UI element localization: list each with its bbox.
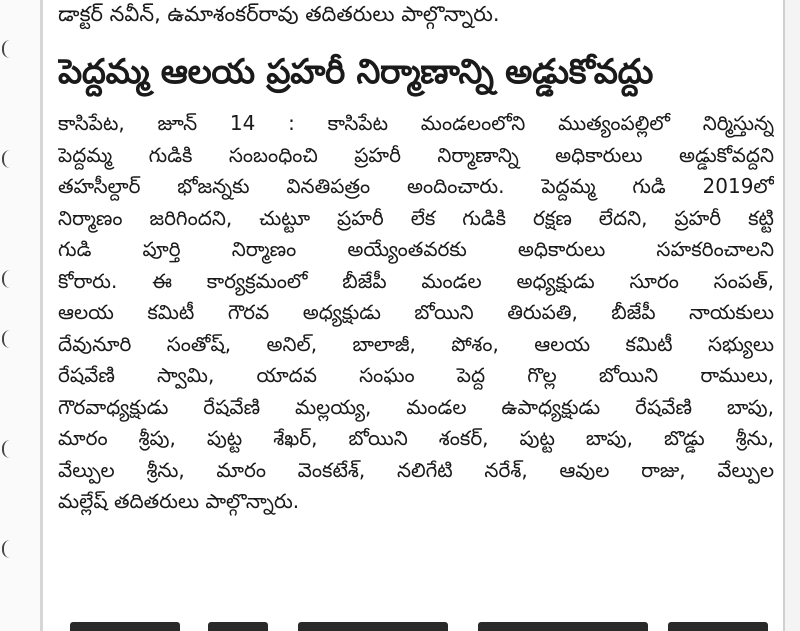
article-body bbox=[58, 108, 774, 518]
adjacent-column-fragment bbox=[2, 40, 16, 58]
previous-article-last-line: డాక్టర్ నవీన్, ఉమాశంకర్‌రావు తదితరులు పాల్గొన్నారు. bbox=[58, 2, 500, 26]
left-column-margin bbox=[0, 0, 40, 631]
body-line: తహసీల్దార్ భోజన్నకు వినతిపత్రం అందించారు. పెద్దమ్మ గుడి 2019లో bbox=[58, 174, 774, 198]
body-line: కోరారు. ఈ కార్యక్రమంలో బీజేపీ మండల అధ్యక్షుడు సూరం సంపత్, bbox=[58, 268, 774, 293]
body-line: దేవునూరి సంతోష్, అనిల్, బాలాజీ, పోశం, ఆలయ కమిటీ సభ్యులు bbox=[58, 331, 774, 356]
cut-off-glyphs bbox=[70, 622, 180, 631]
adjacent-column-fragment bbox=[2, 440, 16, 458]
body-line: రేషవేణి స్వామి, యాదవ సంఘం పెద్ద గొల్ల బోయిని రాములు, bbox=[58, 363, 774, 387]
body-line: గౌరవాధ్యక్షుడు రేషవేణి మల్లయ్య, మండల ఉపాధ్యక్షుడు రేషవేణి బాపు, bbox=[58, 394, 774, 419]
adjacent-column-fragment bbox=[2, 270, 16, 288]
cut-off-glyphs bbox=[668, 622, 768, 631]
next-article-headline-cut bbox=[58, 608, 774, 631]
body-line: మారం శ్రీపు, పుట్ట శేఖర్, బోయిని శంకర్, పుట్ట బాపు, బొడ్డు శ్రీను, bbox=[58, 426, 774, 450]
body-line: పెద్దమ్మ గుడికి సంబంధించి ప్రహరీ నిర్మాణాన్ని అధికారులు అడ్డుకోవద్దని bbox=[58, 142, 774, 167]
body-line: కాసిపేట, జూన్ 14 : కాసిపేట మండలంలోని ముత్యంపల్లిలో నిర్మిస్తున్న bbox=[58, 111, 774, 135]
adjacent-column-fragment bbox=[2, 540, 16, 558]
adjacent-column-fragment bbox=[2, 330, 16, 348]
body-line: ఆలయ కమిటీ గౌరవ అధ్యక్షుడు బోయిని తిరుపతి, బీజేపీ నాయకులు bbox=[58, 300, 774, 324]
right-column-margin bbox=[785, 0, 800, 631]
body-line: వేల్పుల శ్రీను, మారం వెంకటేశ్, నలిగేటి నరేశ్, ఆవుల రాజు, వేల్పుల bbox=[58, 457, 774, 482]
cut-off-glyphs bbox=[208, 622, 268, 631]
adjacent-column-fragment bbox=[2, 150, 16, 168]
article-headline: పెద్దమ్మ ఆలయ ప్రహరీ నిర్మాణాన్ని అడ్డుకోవద్దు bbox=[58, 52, 654, 92]
cut-off-glyphs bbox=[298, 622, 448, 631]
body-line: మల్లేష్ తదితరులు పాల్గొన్నారు. bbox=[58, 489, 300, 513]
body-line: నిర్మాణం జరిగిందని, చుట్టూ ప్రహరీ లేక గుడికి రక్షణ లేదని, ప్రహరీ కట్టి bbox=[58, 205, 774, 230]
body-line: గుడి పూర్తి నిర్మాణం అయ్యేంతవరకు అధికారులు సహకరించాలని bbox=[58, 237, 774, 261]
column-divider-left bbox=[40, 0, 43, 631]
cut-off-glyphs bbox=[478, 622, 648, 631]
